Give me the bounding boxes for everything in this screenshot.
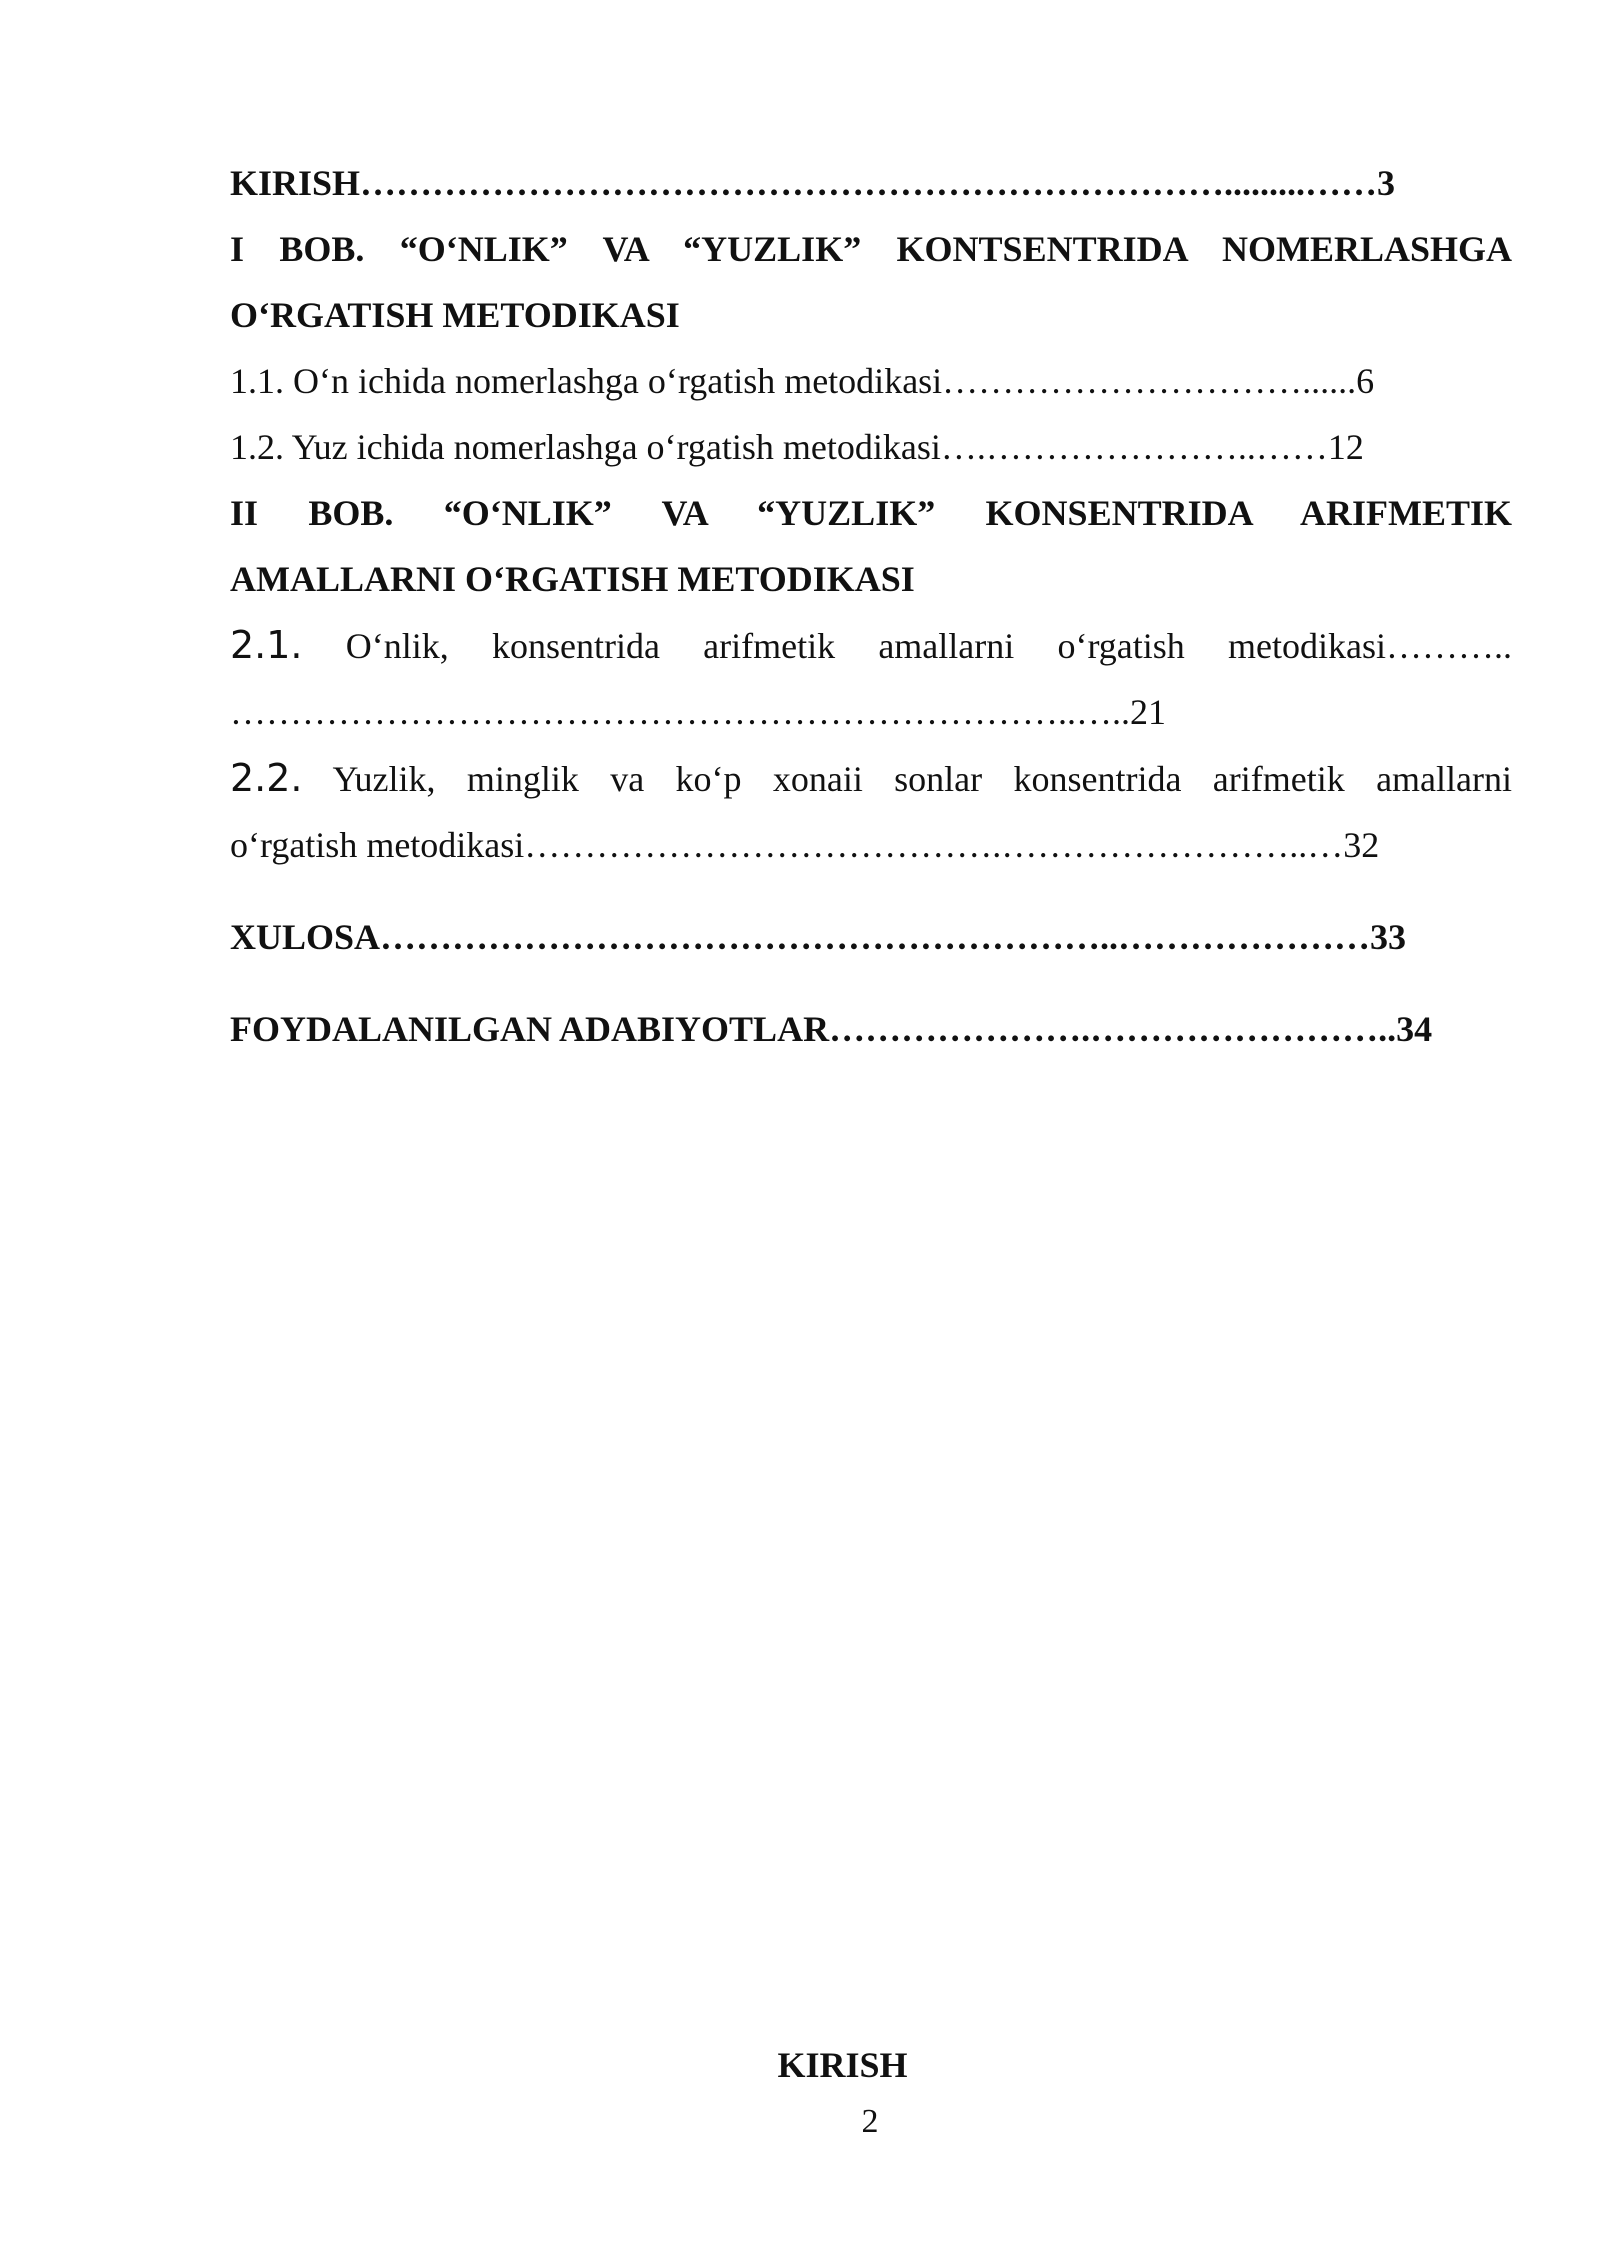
toc-chapter-2-title-cont: AMALLARNI O‘RGATISH METODIKASI	[230, 559, 915, 599]
toc-entry-1-2: 1.2. Yuz ichida nomerlashga o‘rgatish metodikasi….…………………..……12	[230, 427, 1364, 467]
toc-entry-kirish: KIRISH……………………………………………………………….........……3	[230, 163, 1396, 203]
toc-entry-2-2	[230, 745, 1512, 812]
toc-entry-2-2-number: 2.2.	[230, 756, 303, 800]
toc-entry-1-1: 1.1. O‘n ichida nomerlashga o‘rgatish metodikasi…………………………......6	[230, 361, 1375, 401]
next-section-heading: KIRISH	[777, 2045, 908, 2085]
toc-entry-2-2-cont: o‘rgatish metodikasi………………………………….……………………..…32	[230, 825, 1380, 865]
page-number: 2	[861, 2103, 879, 2140]
toc-chapter-2-title: II BOB. “O‘NLIK” VA “YUZLIK” KONSENTRIDA ARIFMETIK	[230, 493, 1512, 533]
table-of-contents	[230, 150, 1512, 1062]
toc-entry-2-2-text: Yuzlik, minglik va ko‘p xonaii sonlar konsentrida arifmetik amallarni	[302, 759, 1512, 799]
toc-entry-2-1-number: 2.1.	[230, 623, 303, 667]
toc-entry-foydalanilgan-adabiyotlar: FOYDALANILGAN ADABIYOTLAR………………….……………………..34	[230, 1009, 1433, 1049]
toc-entry-2-1-text: O‘nlik, konsentrida arifmetik amallarni o‘rgatish metodikasi………..	[302, 626, 1512, 666]
toc-entry-2-1	[230, 612, 1512, 679]
toc-entry-2-1-cont: ……………………………………………………………..…..21	[230, 692, 1166, 732]
toc-chapter-1-title-cont: O‘RGATISH METODIKASI	[230, 295, 680, 335]
toc-entry-xulosa: XULOSA……………………………………………………..…………………33	[230, 917, 1407, 957]
toc-chapter-1-title: I BOB. “O‘NLIK” VA “YUZLIK” KONTSENTRIDA NOMERLASHGA	[230, 229, 1512, 269]
